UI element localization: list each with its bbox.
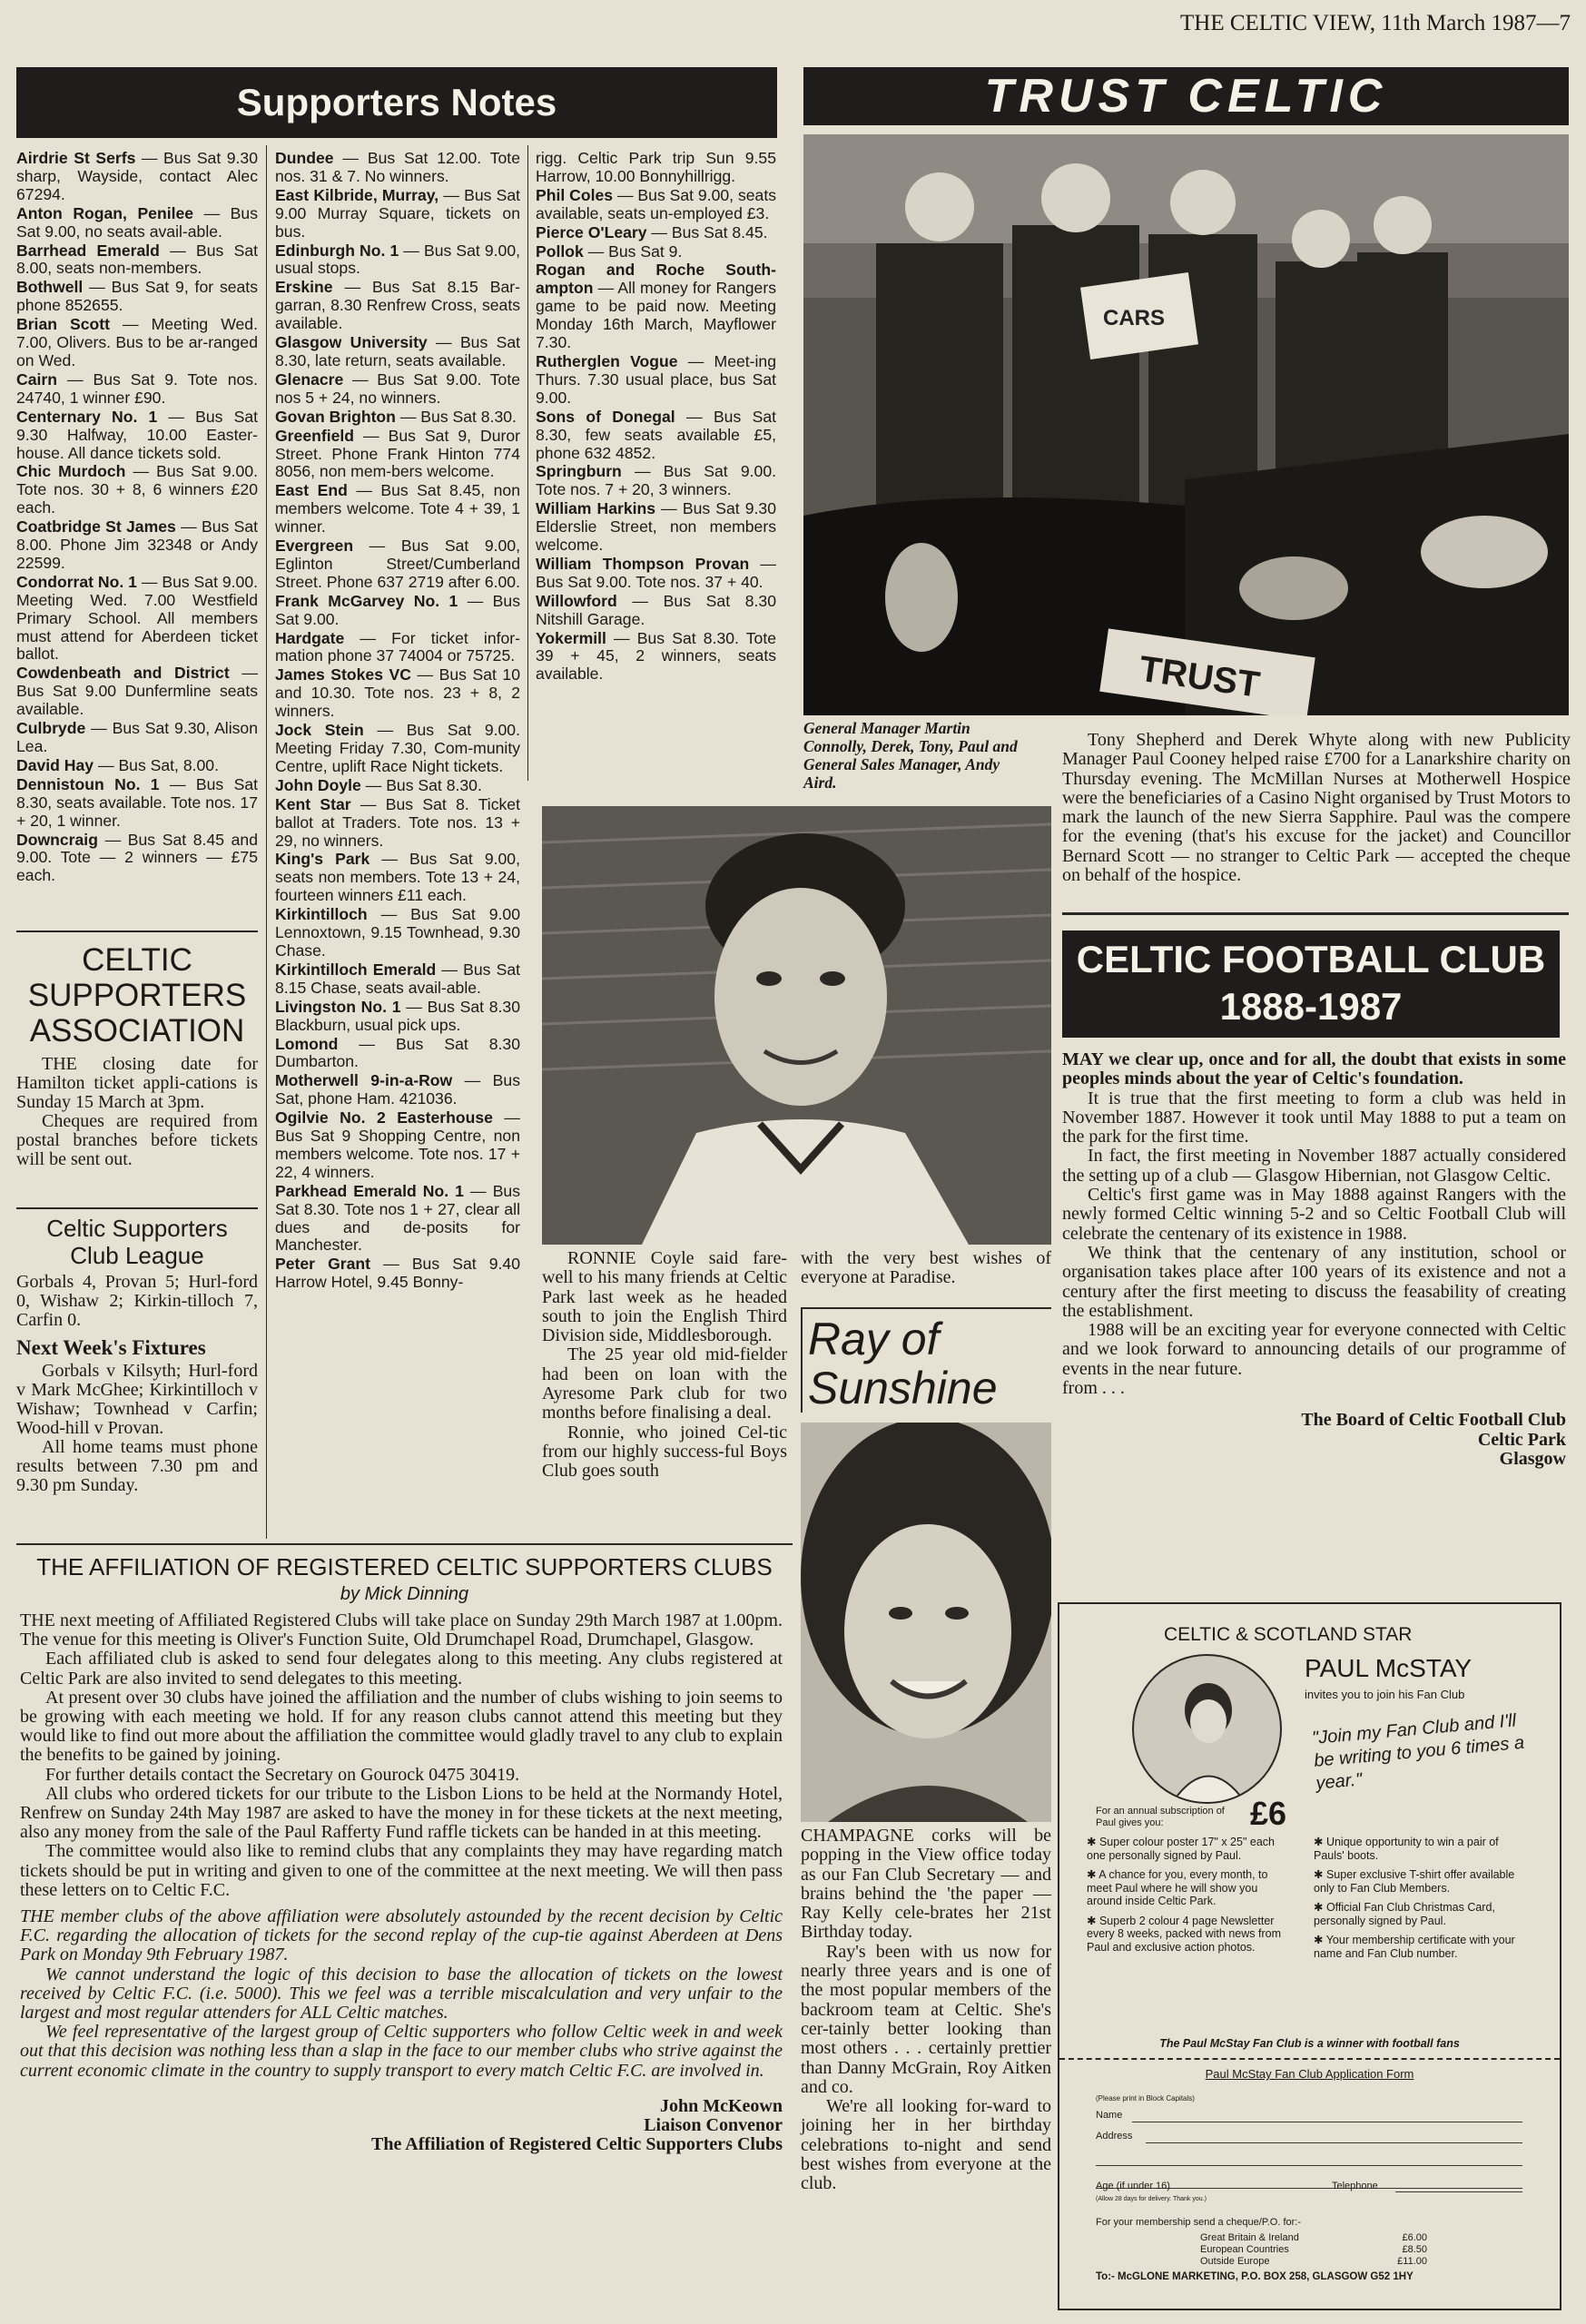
subscription-text: For an annual subscription of Paul gives you: xyxy=(1096,1806,1225,1828)
supporters-note-entry xyxy=(275,371,520,408)
affiliation-paragraph: All clubs who ordered tickets for our tribute to the Lisbon Lions to be held at the Normandy Hotel, Renfrew on Sunday 24th May 1987 are asked to have the money in for these tickets at the next meeting, also any money from the sale of the Paul Rafferty Fund raffle tickets can be handed in at this meeting. xyxy=(20,1783,783,1843)
supporters-notes-col-1 xyxy=(16,150,258,886)
club-details: — Bus Sat 9.00. Tote nos. 37 + 40. xyxy=(536,554,776,591)
supporters-note-entry xyxy=(275,1109,520,1182)
club-name: James Stokes VC xyxy=(275,665,411,684)
supporters-note-entry xyxy=(16,665,258,719)
supporters-note-entry xyxy=(16,316,258,370)
supporters-note-entry xyxy=(275,999,520,1035)
league-title xyxy=(16,1215,258,1269)
club-details: — Bus Sat 9.00, seats non members. Tote 13 + 24, fourteen winners £11 each. xyxy=(275,850,520,905)
supporters-note-entry xyxy=(275,1183,520,1256)
supporters-note-entry xyxy=(275,593,520,629)
club-name: Erskine xyxy=(275,278,333,297)
club-details: — Bus Sat 8.30, seats available. Tote nos. 17 + 20, 1 winner. xyxy=(16,774,258,830)
club-details: — Bus Sat 8.30. Tote 39 + 45, 2 winners, seats available. xyxy=(536,628,776,684)
club-details: — Bus Sat, phone Ham. 421036. xyxy=(275,1071,520,1108)
affiliation-statement: We feel representative of the largest group of Celtic supporters who follow Celtic week in and week out that this decision was nothing less than a slap in the face to our member clubs who strive against the current economic climate in the country to supply transport to every match Celtic F.C. are involved in. xyxy=(20,2022,783,2081)
divider xyxy=(16,1543,793,1545)
club-name: Airdrie St Serfs xyxy=(16,149,136,167)
club-name: Peter Grant xyxy=(275,1255,371,1274)
club-name: Dundee xyxy=(275,149,334,167)
club-details: — All money for Rangers game to be paid now. Meeting Monday 16th March, Mayflower 7.30. xyxy=(536,279,776,352)
affiliation-signature: John McKeown xyxy=(660,2095,783,2116)
club-name: Hardgate xyxy=(275,628,345,647)
affiliation-byline: by Mick Dinning xyxy=(340,1584,469,1604)
affiliation-paragraph: Each affiliated club is asked to send four delegates along to this meeting. Any clubs registered at Celtic Park are also invited to send delegates to this meeting. xyxy=(20,1649,783,1689)
club-details: — Bus Sat 9.00 Dunfermline seats available. xyxy=(16,664,259,719)
supporters-note-entry xyxy=(536,261,776,352)
supporters-note-entry xyxy=(16,518,258,573)
paul-mcstay-portrait xyxy=(1132,1654,1282,1804)
supporters-note-entry xyxy=(536,556,776,592)
supporters-note-entry xyxy=(16,150,258,204)
club-name: Willowford xyxy=(536,591,617,610)
supporters-note-entry xyxy=(275,906,520,960)
benefits-right xyxy=(1314,1836,1532,1966)
affiliation-signature: Liaison Convenor xyxy=(644,2115,783,2136)
affiliation-title: THE AFFILIATION OF REGISTERED CELTIC SUPPORTERS CLUBS xyxy=(36,1553,773,1581)
coyle-paragraph: Ronnie, who joined Cel-tic from our highly success-ful Boys Club goes south xyxy=(542,1422,787,1482)
club-details: — Bus Sat 8.00. Phone Jim 32348 or Andy 22599. xyxy=(16,517,258,572)
fan-club-invite: invites you to join his Fan Club xyxy=(1305,1688,1465,1701)
portrait-image xyxy=(1134,1656,1282,1804)
form-print-note: (Please print in Block Capitals) xyxy=(1096,2094,1195,2102)
club-details: — Bus Sat 8.30. xyxy=(395,407,517,426)
club-name: Phil Coles xyxy=(536,185,614,204)
cfc-paragraph: Celtic's first game was in May 1888 against Rangers with the newly formed Celtic winning 5-2 and so Celtic Football Club will celebrate the centenary of its existence in 1988. xyxy=(1062,1185,1566,1244)
club-name: William Thompson Provan xyxy=(536,554,750,573)
benefit-item: ✱ Superb 2 colour 4 page Newsletter every 8 weeks, packed with news from Paul and exclusive action photos. xyxy=(1087,1914,1281,1954)
affiliation-statement: We cannot understand the logic of this decision to base the allocation of tickets on the lowest received by Celtic F.C. (i.e. 5000). This we feel was a terrible miscalculation and very unfair to the largest and most regular attenders for ALL Celtic matches. xyxy=(20,1964,783,2024)
trust-celtic-photo xyxy=(803,134,1569,715)
club-details: — Bus Sat 8.45 and 9.00. Tote — 2 winners — £75 each. xyxy=(16,830,258,885)
club-name: Culbryde xyxy=(16,719,86,738)
supporters-note-entry xyxy=(275,666,520,721)
club-name: King's Park xyxy=(275,850,370,869)
club-name: Centernary No. 1 xyxy=(16,407,158,426)
supporters-notes-col-3 xyxy=(536,150,776,684)
club-details: — Bus Sat 8.30. Tote nos 1 + 27, clear all dues and de-posits for Manchester. xyxy=(275,1181,521,1255)
divider xyxy=(16,931,258,932)
club-details: — Bus Sat 9.00 Lennoxtown, 9.15 Townhead, 9.30 Chase. xyxy=(275,905,520,960)
supporters-notes-col-2 xyxy=(275,150,520,1293)
club-details: — Bus Sat 9.30 Halfway, 10.00 Easter-house. All dance tickets sold. xyxy=(16,407,258,462)
club-details: — Bus Sat 8.45. xyxy=(646,222,768,241)
affiliation-paragraph: The committee would also like to remind clubs that any complaints they may have regarding match tickets should be put in writing and given to one of the committee at the next meeting. We will then pass these letters on to Celtic F.C. xyxy=(20,1841,783,1900)
benefit-item: ✱ Unique opportunity to win a pair of Pauls' boots. xyxy=(1314,1836,1499,1862)
coyle-col-1 xyxy=(542,1249,787,1482)
club-name: John Doyle xyxy=(275,775,361,794)
club-name: Livingston No. 1 xyxy=(275,997,401,1016)
cfc-signature: The Board of Celtic Football Club xyxy=(1301,1410,1566,1431)
club-details: — Bus Sat 9.00. Tote nos. 30 + 8, 6 winners £20 each. xyxy=(16,462,258,517)
cfc-lead: MAY we clear up, once and for all, the doubt that exists in some peoples minds about the year of Celtic's foundation. xyxy=(1062,1049,1566,1089)
affiliation-paragraph: THE next meeting of Affiliated Registered Clubs will take place on Sunday 29th March 1987 at 1.00pm. The venue for this meeting is Oliver's Function Suite, Old Drumchapel Road, Drumchapel, Glasgow. xyxy=(20,1610,783,1650)
ray-title-line: Ray of xyxy=(808,1314,940,1364)
club-name: Jock Stein xyxy=(275,721,364,740)
supporters-note-entry xyxy=(275,482,520,537)
club-name: Motherwell 9-in-a-Row xyxy=(275,1071,453,1090)
supporters-note-entry xyxy=(275,1072,520,1108)
supporters-note-entry xyxy=(275,428,520,482)
supporters-note-entry xyxy=(275,1256,520,1292)
supporters-note-entry xyxy=(16,720,258,756)
club-details: — Bus Sat, 8.00. xyxy=(94,755,219,774)
fan-club-quote: "Join my Fan Club and I'll be writing to you 6 times a year." xyxy=(1311,1710,1525,1794)
club-details: — For ticket infor-mation phone 37 74004 or 75725. xyxy=(275,628,520,665)
club-details: — Bus Sat 9.40 Harrow Hotel, 9.45 Bonny- xyxy=(275,1255,520,1292)
supporters-note-entry xyxy=(16,757,258,775)
club-name: Dennistoun No. 1 xyxy=(16,774,160,793)
club-details: — Bus Sat 9.00, Eglinton Street/Cumberland Street. Phone 637 2719 after 6.00. xyxy=(275,537,520,591)
club-details: — Bus Sat 9.30 sharp, Wayside, contact Alec 67294. xyxy=(16,149,258,203)
club-name: Evergreen xyxy=(275,537,354,556)
ray-paragraph: We're all looking for-ward to joining her in her birthday celebrations to-night and send best wishes from everyone at the club. xyxy=(801,2096,1051,2194)
club-name: Cowdenbeath and District xyxy=(16,664,230,683)
club-name: Coatbridge St James xyxy=(16,517,176,537)
trust-paragraph: Tony Shepherd and Derek Whyte along with new Publicity Manager Paul Cooney helped raise £700 for a Lanarkshire charity on Thursday evening. The McMillan Nurses at Motherwell Hospice were the beneficiaries of a Casino Night organised by Trust Motors to mark the launch of the new Sierra Sapphire. Paul was the compere for the evening (that's his excuse for the jacket) and Councillor Bernard Scott — no stranger to Celtic Park — accepted the cheque on behalf of the hospice. xyxy=(1062,730,1571,886)
benefit-item: ✱ Super exclusive T-shirt offer available only to Fan Club Members. xyxy=(1314,1868,1515,1895)
cfc-banner-line: CELTIC FOOTBALL CLUB xyxy=(1076,938,1546,980)
supporters-note-entry xyxy=(16,242,258,279)
telephone-field[interactable] xyxy=(1395,2191,1522,2192)
ray-title-line: Sunshine xyxy=(808,1363,998,1413)
club-details: — Meet-ing Thurs. 7.30 usual place, bus Sat 9.00. xyxy=(536,351,776,407)
supporters-note-entry xyxy=(275,537,520,592)
divider xyxy=(16,1207,258,1209)
ray-paragraph: Ray's been with us now for nearly three years and is one of the most popular members of the backroom team at Celtic. She's cer-tainly better looking than most others . . . certainly prettier than Danny McGrain, Roy Aitken and co. xyxy=(801,1941,1051,2097)
club-name: Kent Star xyxy=(275,794,351,813)
csa-paragraph: Cheques are required from postal branches before tickets will be sent out. xyxy=(16,1111,258,1169)
mailing-address: To:- McGLONE MARKETING, P.O. BOX 258, GLASGOW G52 1HY xyxy=(1096,2271,1414,2282)
club-details: — Bus Sat 9. Tote nos. 24740, 1 winner £90. xyxy=(16,369,258,407)
send-note: For your membership send a cheque/P.O. for:- xyxy=(1096,2217,1302,2228)
affiliation-signature: The Affiliation of Registered Celtic Supporters Clubs xyxy=(371,2134,783,2155)
fan-club-advert xyxy=(1058,1602,1561,2310)
number-plate: TRUST xyxy=(1137,648,1263,705)
affiliation-paragraph: At present over 30 clubs have joined the affiliation and the number of clubs wishing to join seems to be growing with each meeting we hold. If for any reason clubs cannot attend this meeting but they would like to find out more about the affiliation the committee would gladly travel to any club to explain the benefits to be gained by joining. xyxy=(20,1687,783,1766)
cfc-signature: Celtic Park xyxy=(1477,1429,1566,1450)
telephone-label: Telephone xyxy=(1332,2181,1378,2191)
club-name: East End xyxy=(275,481,348,500)
club-details: — Bus Sat 8.30, late return, seats available. xyxy=(275,333,520,369)
club-name: Bothwell xyxy=(16,278,84,297)
ray-title xyxy=(801,1307,1051,1413)
club-details: — Bus Sat 9.00. Tote nos. 7 + 20, 3 winners. xyxy=(536,462,776,499)
supporters-note-entry xyxy=(16,205,258,241)
supporters-note-entry xyxy=(536,500,776,555)
age-label: Age (if under 16) xyxy=(1096,2181,1170,2191)
cfc-from: from . . . xyxy=(1062,1378,1125,1399)
club-details: — Bus Sat 9.30 Elderslie Street, non members welcome. xyxy=(536,499,776,555)
supporters-note-entry xyxy=(16,463,258,517)
supporters-note-entry xyxy=(275,961,520,998)
supporters-note-entry xyxy=(275,722,520,776)
csa-title xyxy=(16,942,258,1049)
csa-title-line: ASSOCIATION xyxy=(29,1013,245,1049)
supporters-notes-banner: Supporters Notes xyxy=(16,67,777,138)
club-details: — Bus Sat 9. xyxy=(583,241,683,261)
address-field-2[interactable] xyxy=(1096,2165,1522,2166)
ray-body xyxy=(801,1827,1051,2194)
club-name: Rutherglen Vogue xyxy=(536,351,678,370)
csa-body xyxy=(16,1055,258,1169)
address-field[interactable] xyxy=(1146,2142,1522,2143)
column-rule xyxy=(266,145,267,1539)
club-details: — Bus Sat 9.00 Murray Square, tickets on bus. xyxy=(275,185,521,241)
rate-row: Outside Europe £11.00 xyxy=(1200,2256,1427,2267)
club-name: Greenfield xyxy=(275,426,355,445)
benefit-item: ✱ Your membership certificate with your name and Fan Club number. xyxy=(1314,1934,1515,1960)
club-details: rigg. Celtic Park trip Sun 9.55 Harrow, 10.00 Bonnyhillrigg. xyxy=(536,149,776,185)
club-details: — Bus Sat 9.00, seats available, seats un-employed £3. xyxy=(536,185,777,222)
supporters-note-entry xyxy=(16,409,258,463)
benefit-item: ✱ Official Fan Club Christmas Card, personally signed by Paul. xyxy=(1314,1901,1495,1927)
ronnie-coyle-photo xyxy=(542,806,1051,1245)
club-name: Frank McGarvey No. 1 xyxy=(275,591,458,610)
club-name: Kirkintilloch xyxy=(275,905,368,924)
club-name: Glenacre xyxy=(275,369,344,389)
cfc-paragraph: 1988 will be an exciting year for everyone connected with Celtic and we look forward to announcing details of our programme of events in the near future. xyxy=(1062,1320,1566,1379)
supporters-note-entry xyxy=(275,409,520,427)
supporters-note-entry xyxy=(275,796,520,851)
supporters-note-entry xyxy=(275,242,520,279)
cfc-paragraph: We think that the centenary of any institution, school or organisation takes place after 100 years of its existence and not a century after the first meeting to discuss the feasability of creating the establishment. xyxy=(1062,1242,1566,1321)
csa-title-line: CELTIC xyxy=(82,942,192,978)
supporters-note-entry xyxy=(536,353,776,408)
supporters-note-entry xyxy=(275,630,520,666)
delivery-note: (Allow 28 days for delivery. Thank you.) xyxy=(1096,2196,1207,2202)
club-name: Parkhead Emerald No. 1 xyxy=(275,1181,464,1200)
supporters-note-entry xyxy=(275,777,520,795)
benefits-left xyxy=(1087,1836,1295,1960)
trust-celtic-banner: TRUST CELTIC xyxy=(803,67,1569,125)
coyle-paragraph: RONNIE Coyle said fare-well to his many friends at Celtic Park last week as he headed south to join the English Third Division side, Middlesborough. xyxy=(542,1248,787,1346)
supporters-note-entry xyxy=(275,851,520,905)
supporters-note-entry xyxy=(16,279,258,315)
csa-title-line: SUPPORTERS xyxy=(27,978,247,1013)
supporters-note-entry xyxy=(536,463,776,499)
club-details: — Bus Sat 8.30. xyxy=(360,775,482,794)
benefit-item: ✱ Super colour poster 17" x 25" each one personally signed by Paul. xyxy=(1087,1836,1275,1862)
club-name: Rogan and Roche South-ampton xyxy=(536,261,776,298)
supporters-note-entry xyxy=(16,574,258,665)
trust-body xyxy=(1062,731,1571,885)
league-title-line: Celtic Supporters xyxy=(46,1215,228,1242)
club-details: — Bus Sat 9, for seats phone 852655. xyxy=(16,278,258,315)
league-note: All home teams must phone results between 7.30 pm and 9.30 pm Sunday. xyxy=(16,1437,258,1495)
supporters-note-entry xyxy=(275,334,520,370)
portrait-image xyxy=(542,806,1051,1245)
csa-paragraph: THE closing date for Hamilton ticket appli-cations is Sunday 15 March at 3pm. xyxy=(16,1054,258,1112)
club-details: — Bus Sat 8.30 Dumbarton. xyxy=(275,1034,520,1071)
affiliation-paragraph: For further details contact the Secretary on Gourock 0475 30419. xyxy=(45,1764,520,1785)
group-photo-image xyxy=(803,134,1569,715)
club-name: Edinburgh No. 1 xyxy=(275,241,399,260)
divider xyxy=(1062,912,1569,915)
form-divider xyxy=(1059,2058,1560,2060)
name-label: Name xyxy=(1096,2110,1123,2121)
supporters-note-entry xyxy=(275,1036,520,1072)
cfc-signature: Glasgow xyxy=(1499,1448,1566,1469)
club-name: Kirkintilloch Emerald xyxy=(275,960,437,979)
trust-caption: General Manager Martin Connolly, Derek, Tony, Paul and General Sales Manager, Andy Aird. xyxy=(803,719,1018,792)
affiliation-statement: THE member clubs of the above affiliation were absolutely astounded by the recent decision by Celtic F.C. regarding the allocation of tickets for the second replay of the cup-tie against Aberdeen at Dens Park on Monday 9th February 1987. xyxy=(20,1906,783,1965)
coyle-col-2 xyxy=(801,1249,1051,1288)
form-title: Paul McStay Fan Club Application Form xyxy=(1205,2067,1414,2081)
fan-club-star-name: PAUL McSTAY xyxy=(1305,1654,1473,1682)
club-name: Glasgow University xyxy=(275,333,428,352)
club-details: — Bus Sat 9.00, no seats avail-able. xyxy=(16,203,258,241)
fan-club-winner: The Paul McStay Fan Club is a winner with football fans xyxy=(1159,2037,1460,2050)
club-details: — Bus Sat 8.00, seats non-members. xyxy=(16,241,258,278)
cars-sign: CARS xyxy=(1103,306,1166,330)
supporters-note-entry xyxy=(536,150,776,186)
club-details: — Bus Sat 8.45, non members welcome. Tote 4 + 39, 1 winner. xyxy=(275,481,520,537)
supporters-note-entry xyxy=(275,150,520,186)
club-details: — Meeting Wed. 7.00, Olivers. Bus to be ar-ranged on Wed. xyxy=(16,315,258,369)
cfc-body xyxy=(1062,1050,1566,1469)
club-details: — Bus Sat 12.00. Tote nos. 31 & 7. No winners. xyxy=(275,149,520,185)
club-details: — Bus Sat 9.00. Tote nos 5 + 24, no winners. xyxy=(275,369,520,407)
club-details: — Bus Sat 9 Shopping Centre, non members welcome. Tote nos. 17 + 22, 4 winners. xyxy=(275,1108,521,1181)
club-name: Condorrat No. 1 xyxy=(16,572,137,591)
supporters-note-entry xyxy=(536,224,776,242)
fixtures-heading: Next Week's Fixtures xyxy=(16,1336,206,1359)
club-name: Ogilvie No. 2 Easterhouse xyxy=(275,1108,493,1128)
cfc-banner-line: 1888-1987 xyxy=(1219,985,1403,1028)
supporters-note-entry xyxy=(536,593,776,629)
cfc-banner xyxy=(1062,931,1560,1038)
club-details: — Bus Sat 8. Ticket ballot at Traders. Tote nos. 13 + 29, no winners. xyxy=(275,794,520,850)
club-details: — Bus Sat 8.15 Bar-garran, 8.30 Renfrew Cross, seats available. xyxy=(275,278,520,333)
club-name: William Harkins xyxy=(536,499,656,518)
club-name: Govan Brighton xyxy=(275,407,396,426)
club-name: Cairn xyxy=(16,369,57,389)
league-title-line: Club League xyxy=(70,1242,204,1269)
coyle-paragraph: The 25 year old mid-fielder had been on loan with the Ayresome Park club for two months before finalising a deal. xyxy=(542,1344,787,1423)
club-details: — Bus Sat 8.15 Chase, seats avail-able. xyxy=(275,960,521,997)
club-details: — Bus Sat 9.00, usual stops. xyxy=(275,241,520,278)
rate-row: European Countries £8.50 xyxy=(1200,2244,1427,2255)
cfc-paragraph: In fact, the first meeting in November 1887 actually considered the setting up of a club — Glasgow Hibernian, not Glasgow Celtic. xyxy=(1062,1146,1566,1186)
club-name: East Kilbride, Murray, xyxy=(275,185,439,204)
supporters-note-entry xyxy=(536,409,776,463)
supporters-note-entry xyxy=(16,371,258,408)
supporters-note-entry xyxy=(536,243,776,261)
rates-table xyxy=(1200,2232,1427,2268)
supporters-note-entry xyxy=(275,187,520,241)
supporters-note-entry xyxy=(16,832,258,886)
club-name: David Hay xyxy=(16,755,94,774)
league-fixtures: Gorbals v Kilsyth; Hurl-ford v Mark McGhee; Kirkintilloch v Wishaw; Townhead v Carfin; Wood-hill v Provan. xyxy=(16,1361,258,1438)
club-name: Downcraig xyxy=(16,830,98,849)
club-name: Pierce O'Leary xyxy=(536,222,647,241)
subscription-price: £6 xyxy=(1250,1795,1287,1832)
club-details: — Bus Sat 9, Duror Street. Phone Frank Hinton 774 8056, non mem-bers welcome. xyxy=(275,426,520,481)
club-name: Anton Rogan, Penilee xyxy=(16,203,194,222)
club-details: — Bus Sat 8.30 Nitshill Garage. xyxy=(536,591,776,628)
ray-kelly-photo xyxy=(801,1423,1051,1822)
coyle-paragraph: with the very best wishes of everyone at Paradise. xyxy=(801,1248,1051,1288)
benefit-item: ✱ A chance for you, every month, to meet Paul where he will show you around inside Celtic Park. xyxy=(1087,1868,1268,1907)
fan-club-heading: CELTIC & SCOTLAND STAR xyxy=(1164,1624,1413,1645)
club-details: — Bus Sat 9.00. Meeting Friday 7.30, Com-munity Centre, uplift Race Night tickets. xyxy=(275,721,520,775)
portrait-image xyxy=(801,1423,1051,1822)
club-name: Barrhead Emerald xyxy=(16,241,160,260)
club-name: Springburn xyxy=(536,462,622,481)
club-details: — Bus Sat 9.00. Meeting Wed. 7.00 Westfield Primary School. All members must attend for Aberdeen ticket ballot. xyxy=(16,572,258,664)
club-name: Brian Scott xyxy=(16,315,110,334)
club-details: — Bus Sat 9.00. xyxy=(275,591,520,628)
club-details: — Bus Sat 9.30, Alison Lea. xyxy=(16,719,258,755)
club-details: — Bus Sat 8.30 Blackburn, usual pick ups. xyxy=(275,997,520,1034)
club-name: Lomond xyxy=(275,1034,339,1053)
league-body xyxy=(16,1273,258,1495)
supporters-note-entry xyxy=(16,776,258,831)
club-name: Chic Murdoch xyxy=(16,462,126,481)
league-results: Gorbals 4, Provan 5; Hurl-ford 0, Wishaw 2; Kirkin-tilloch 7, Carfin 0. xyxy=(16,1272,258,1330)
affiliation-body xyxy=(20,1611,783,2154)
club-details: — Bus Sat 10 and 10.30. Tote nos. 23 + 8, 2 winners. xyxy=(275,665,520,721)
ray-paragraph: CHAMPAGNE corks will be popping in the View office today as our Fan Club Secretary — and brains behind the 'the paper — Ray Kelly cele-brates her 21st Birthday today. xyxy=(801,1826,1051,1943)
club-name: Sons of Donegal xyxy=(536,407,675,426)
supporters-note-entry xyxy=(536,630,776,684)
club-name: Pollok xyxy=(536,241,584,261)
address-label: Address xyxy=(1096,2131,1133,2142)
supporters-note-entry xyxy=(275,279,520,333)
page-header: THE CELTIC VIEW, 11th March 1987—7 xyxy=(1180,11,1571,35)
cfc-paragraph: It is true that the first meeting to form a club was held in November 1887. However it took until May 1888 to put a team on the park for the first time. xyxy=(1062,1088,1566,1147)
club-details: — Bus Sat 8.30, few seats available £5, phone 632 4852. xyxy=(536,407,776,462)
supporters-note-entry xyxy=(536,187,776,223)
club-name: Yokermill xyxy=(536,628,606,647)
column-rule xyxy=(527,145,528,781)
rate-row: Great Britain & Ireland £6.00 xyxy=(1200,2232,1427,2243)
